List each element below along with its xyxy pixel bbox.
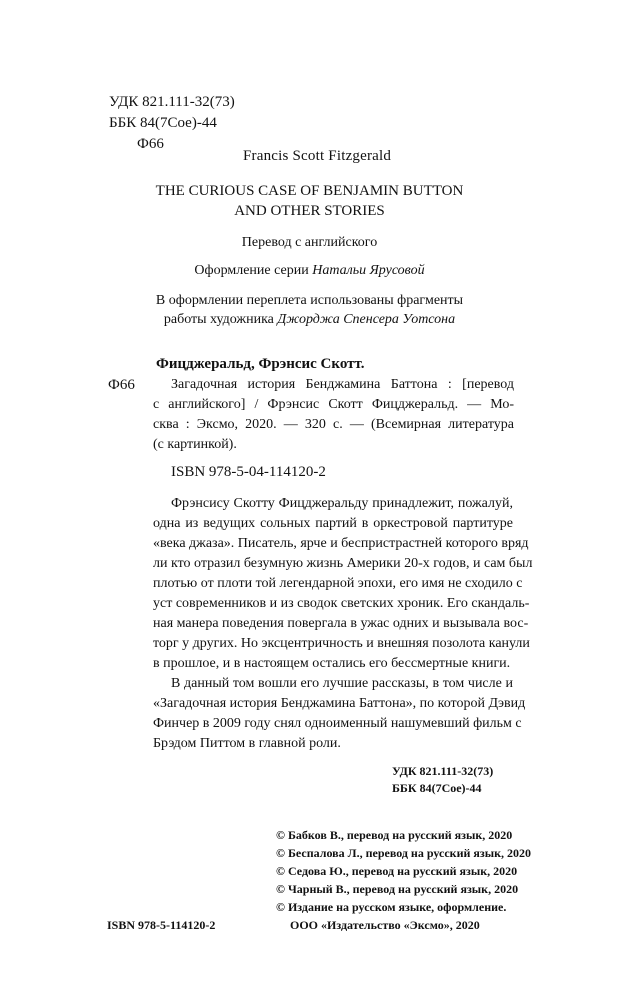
annotation-line: Фрэнсису Скотту Фицджеральду принадлежит, пожалуй, (171, 496, 513, 511)
annotation-line: уст современников и из сводок светских хроник. Его скандаль- (153, 596, 530, 611)
annotation-line: ли кто отразил безумную жизнь Америки 20-х годов, и сам был (153, 556, 533, 571)
bottom-bbk-code: ББК 84(7Сое)-44 (392, 781, 482, 795)
series-designer-name: Натальи Ярусовой (312, 263, 425, 278)
annotation-line: Финчер в 2009 году снял одноименный нашумевший фильм с (153, 716, 522, 731)
catalog-heading: Фицджеральд, Фрэнсис Скотт. (156, 356, 365, 372)
annotation-line: торг у других. Но эксцентричность и внешняя позолота канули (153, 636, 530, 651)
annotation-line: В данный том вошли его лучшие рассказы, в том числе и (171, 676, 513, 691)
translation-note: Перевод с английского (241, 235, 378, 250)
annotation-line: ная манера поведения повергала в ужас одних и вызывала вос- (153, 616, 529, 631)
cover-note-prefix: работы художника (163, 312, 278, 327)
cover-note-line2 (0, 312, 619, 328)
catalog-line: Загадочная история Бенджамина Баттона : [перевод (171, 377, 514, 392)
original-author: Francis Scott Fitzgerald (243, 148, 392, 164)
udk-code: УДК 821.111-32(73) (109, 94, 235, 110)
bottom-isbn: ISBN 978-5-114120-2 (107, 918, 216, 932)
copyright-line: © Чарный В., перевод на русский язык, 2020 (276, 882, 519, 896)
copyright-line: © Издание на русском языке, оформление. (276, 900, 507, 914)
annotation-line: плотью от плоти той легендарной эпохи, его имя не сходило с (153, 576, 523, 591)
cover-note-line1: В оформлении переплета использованы фрагменты (155, 293, 464, 308)
annotation-line: «Загадочная история Бенджамина Баттона», по которой Дэвид (153, 696, 526, 711)
original-title-line2: AND OTHER STORIES (234, 203, 385, 219)
catalog-line: (с картинкой). (153, 437, 237, 452)
series-design-note (0, 263, 619, 279)
catalog-line: сква : Эксмо, 2020. — 320 с. — (Всемирная литература (153, 417, 514, 432)
author-mark: Ф66 (137, 136, 164, 152)
catalog-mark: Ф66 (108, 377, 135, 393)
series-design-prefix: Оформление серии (194, 263, 313, 278)
bbk-code: ББК 84(7Сое)-44 (109, 115, 217, 131)
original-title-line1: THE CURIOUS CASE OF BENJAMIN BUTTON (155, 183, 464, 199)
copyright-line: ООО «Издательство «Эксмо», 2020 (290, 918, 480, 932)
bottom-udk-code: УДК 821.111-32(73) (392, 764, 494, 778)
annotation-line: в прошлое, и в настоящем остались его бессмертные книги. (153, 656, 511, 671)
catalog-line: с английского] / Фрэнсис Скотт Фицджеральд. — Мо- (153, 397, 514, 412)
cover-artist-name: Джорджа Спенсера Уотсона (277, 312, 456, 327)
annotation-line: одна из ведущих сольных партий в оркестровой партитуре (153, 516, 513, 531)
annotation-line: Брэдом Питтом в главной роли. (153, 736, 341, 751)
copyright-line: © Седова Ю., перевод на русский язык, 2020 (276, 864, 518, 878)
copyright-line: © Бабков В., перевод на русский язык, 2020 (276, 828, 513, 842)
copyright-line: © Беспалова Л., перевод на русский язык, 2020 (276, 846, 531, 860)
catalog-isbn: ISBN 978-5-04-114120-2 (171, 464, 326, 480)
annotation-line: «века джаза». Писатель, ярче и беспристрастней которого вряд (153, 536, 529, 551)
